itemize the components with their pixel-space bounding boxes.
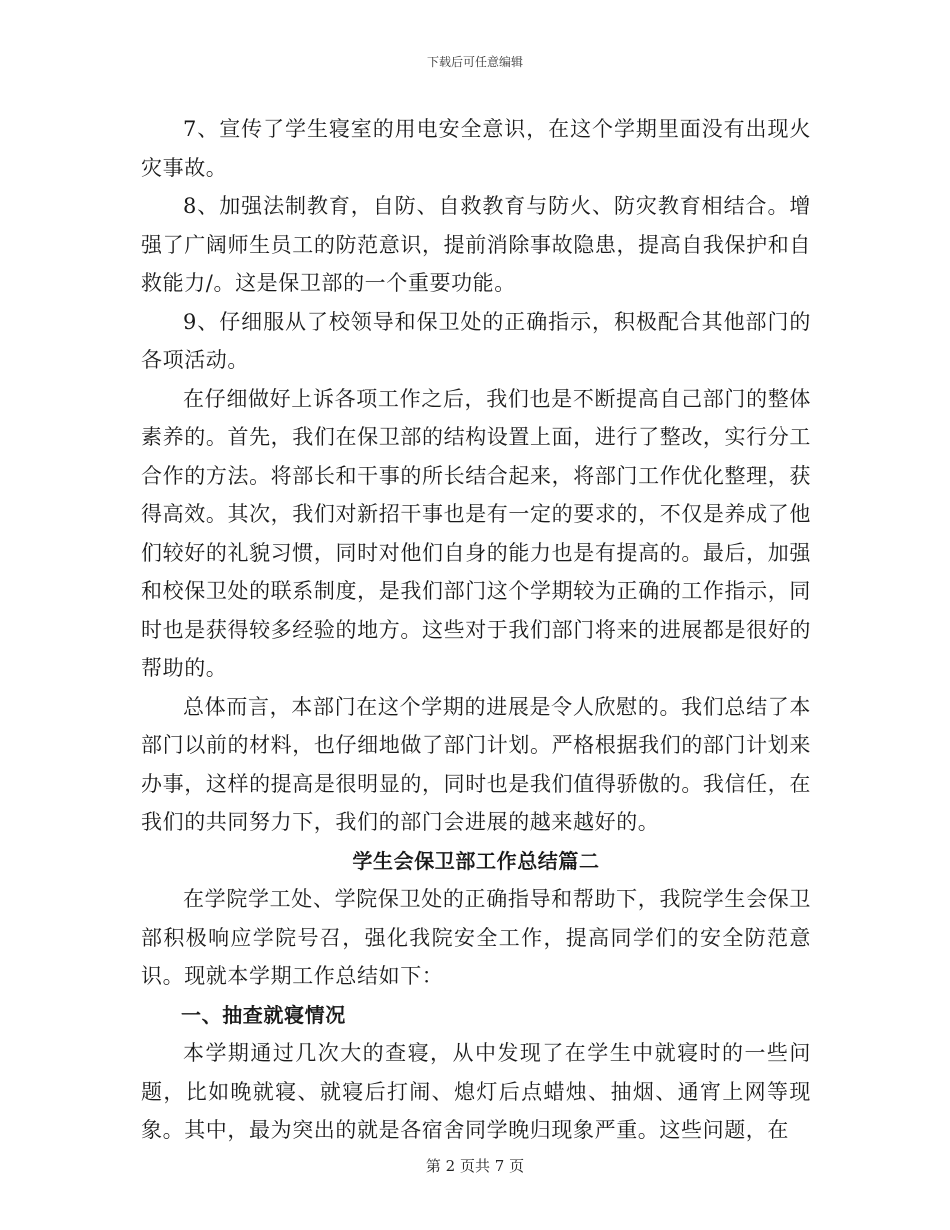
paragraph-summary: 总体而言，本部门在这个学期的进展是令人欣慰的。我们总结了本部门以前的材料，也仔细地做了部门计划。严格根据我们的部门计划来办事，这样的提高是很明显的，同时也是我们值得骄傲的。我信任，在我们的共同努力下，我们的部门会进展的越来越好的。 bbox=[141, 694, 811, 834]
paragraph-dorm-check: 本学期通过几次大的查寝，从中发现了在学生中就寝时的一些问题，比如晚就寝、就寝后打闹、熄灯后点蜡烛、抽烟、通宵上网等现象。其中，最为突出的就是各宿舍同学晚归现象严重。这些问题，在 bbox=[141, 1041, 811, 1142]
section-intro: 在学院学工处、学院保卫处的正确指导和帮助下，我院学生会保卫部积极响应学院号召，强化我院安全工作，提高同学们的安全防范意识。现就本学期工作总结如下： bbox=[141, 887, 811, 988]
page-header: 下载后可任意编辑 bbox=[426, 55, 523, 69]
paragraph-item-9: 9、仔细服从了校领导和保卫处的正确指示，积极配合其他部门的各项活动。 bbox=[141, 309, 811, 372]
paragraph-item-7: 7、宣传了学生寝室的用电安全意识，在这个学期里面没有出现火灾事故。 bbox=[141, 117, 811, 180]
document-body bbox=[141, 110, 811, 1150]
page-footer: 第 2 页共 7 页 bbox=[425, 1157, 525, 1175]
subheading-dorm-check: 一、抽查就寝情况 bbox=[181, 1002, 346, 1027]
paragraph-item-8: 8、加强法制教育，自防、自救教育与防火、防灾教育相结合。增强了广阔师生员工的防范意识，提前消除事故隐患，提高自我保护和自救能力/。这是保卫部的一个重要功能。 bbox=[141, 194, 811, 295]
paragraph-structure: 在仔细做好上诉各项工作之后，我们也是不断提高自己部门的整体素养的。首先，我们在保卫部的结构设置上面，进行了整改，实行分工合作的方法。将部长和干事的所长结合起来，将部门工作优化整理，获得高效。其次，我们对新招干事也是有一定的要求的，不仅是养成了他们较好的礼貌习惯，同时对他们自身的能力也是有提高的。最后，加强和校保卫处的联系制度，是我们部门这个学期较为正确的工作指示，同时也是获得较多经验的地方。这些对于我们部门将来的进展都是很好的帮助的。 bbox=[141, 386, 811, 680]
section-title: 学生会保卫部工作总结篇二 bbox=[352, 848, 600, 873]
